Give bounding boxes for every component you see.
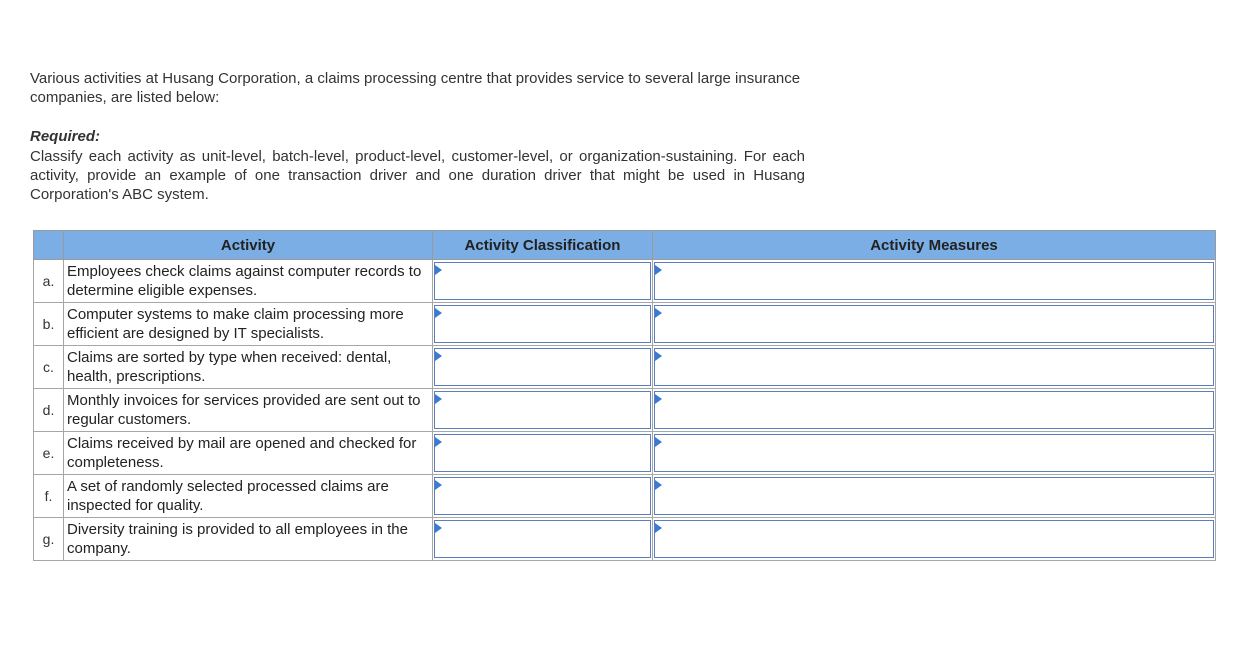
header-activity: Activity [64, 231, 433, 260]
table-row [34, 475, 1216, 518]
measures-dropdown[interactable] [654, 348, 1214, 386]
header-activity-classification: Activity Classification [433, 231, 653, 260]
activity-description: Claims received by mail are opened and checked for completeness. [64, 432, 433, 475]
measures-dropdown[interactable] [654, 391, 1214, 429]
measures-dropdown[interactable] [654, 477, 1214, 515]
dropdown-caret-icon [435, 394, 442, 404]
dropdown-caret-icon [435, 523, 442, 533]
measures-dropdown[interactable] [654, 262, 1214, 300]
activity-description: Claims are sorted by type when received: dental, health, prescriptions. [64, 346, 433, 389]
activity-description: Diversity training is provided to all employees in the company. [64, 518, 433, 561]
header-activity-measures: Activity Measures [653, 231, 1216, 260]
dropdown-caret-icon [435, 351, 442, 361]
dropdown-caret-icon [655, 394, 662, 404]
measures-dropdown[interactable] [654, 520, 1214, 558]
table-row [34, 432, 1216, 475]
classification-dropdown[interactable] [434, 391, 651, 429]
row-letter: e. [34, 432, 64, 475]
dropdown-caret-icon [435, 437, 442, 447]
activity-table [33, 230, 1216, 561]
classification-dropdown[interactable] [434, 434, 651, 472]
dropdown-caret-icon [435, 480, 442, 490]
intro-text: Various activities at Husang Corporation, a claims processing centre that provides service to several large insurance companies, are listed below: [30, 70, 801, 106]
measures-dropdown[interactable] [654, 305, 1214, 343]
header-letter [34, 231, 64, 260]
required-label: Required: [30, 128, 101, 145]
activity-description: Computer systems to make claim processing more efficient are designed by IT specialists. [64, 303, 433, 346]
row-letter: a. [34, 260, 64, 303]
required-instructions: Classify each activity as unit-level, batch-level, product-level, customer-level, or organization-sustaining. For each activity, provide an example of one transaction driver and one duration driver that might be used in Husang Corporation's ABC system. [30, 148, 805, 203]
table-row [34, 346, 1216, 389]
classification-dropdown[interactable] [434, 262, 651, 300]
dropdown-caret-icon [655, 308, 662, 318]
classification-dropdown[interactable] [434, 305, 651, 343]
activity-description: Employees check claims against computer records to determine eligible expenses. [64, 260, 433, 303]
measures-dropdown[interactable] [654, 434, 1214, 472]
dropdown-caret-icon [655, 437, 662, 447]
row-letter: d. [34, 389, 64, 432]
table-row [34, 518, 1216, 561]
row-letter: f. [34, 475, 64, 518]
dropdown-caret-icon [655, 351, 662, 361]
row-letter: b. [34, 303, 64, 346]
table-header-row [34, 231, 1216, 260]
row-letter: c. [34, 346, 64, 389]
classification-dropdown[interactable] [434, 477, 651, 515]
activity-description: A set of randomly selected processed claims are inspected for quality. [64, 475, 433, 518]
table-row [34, 260, 1216, 303]
dropdown-caret-icon [435, 308, 442, 318]
dropdown-caret-icon [655, 480, 662, 490]
classification-dropdown[interactable] [434, 520, 651, 558]
table-row [34, 303, 1216, 346]
dropdown-caret-icon [435, 265, 442, 275]
row-letter: g. [34, 518, 64, 561]
classification-dropdown[interactable] [434, 348, 651, 386]
dropdown-caret-icon [655, 523, 662, 533]
table-row [34, 389, 1216, 432]
activity-description: Monthly invoices for services provided are sent out to regular customers. [64, 389, 433, 432]
dropdown-caret-icon [655, 265, 662, 275]
